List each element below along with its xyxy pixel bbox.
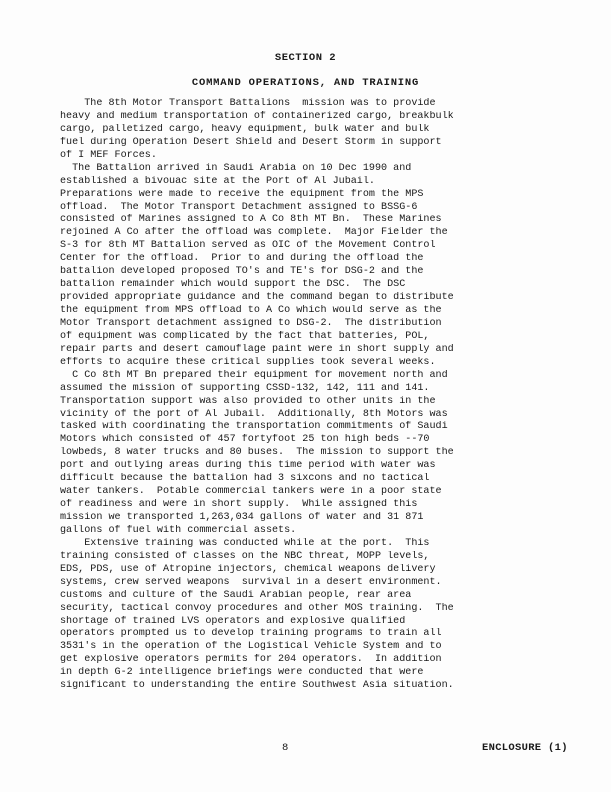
text-line: rejoined A Co after the offload was complete. Major Fielder the (60, 227, 448, 239)
text-line: in depth G-2 intelligence briefings were conducted that were (60, 667, 424, 679)
text-line: security, tactical convoy procedures and other MOS training. The (60, 602, 454, 614)
text-line: 3531's in the operation of the Logistical Vehicle System and to (60, 641, 442, 653)
text-line: of readiness and were in short supply. While assigned this (60, 499, 418, 511)
page-number: 8 (282, 742, 289, 754)
text-line: provided appropriate guidance and the command began to distribute (60, 292, 454, 304)
text-line: lowbeds, 8 water trucks and 80 buses. The mission to support the (60, 447, 454, 459)
text-line: difficult because the battalion had 3 sixcons and no tactical (60, 473, 430, 485)
body-text (60, 98, 586, 693)
text-line: C Co 8th MT Bn prepared their equipment for movement north and (60, 369, 448, 381)
text-line: repair parts and desert camouflage paint were in short supply and (60, 343, 454, 355)
text-line: efforts to acquire these critical supplies took several weeks. (60, 356, 436, 368)
text-line: battalion remainder which would support the DSC. The DSC (60, 279, 406, 291)
text-line: get explosive operators permits for 204 operators. In addition (60, 654, 442, 666)
text-line: The Battalion arrived in Saudi Arabia on 10 Dec 1990 and (60, 162, 412, 174)
text-line: established a bivouac site at the Port of Al Jubail. (60, 175, 375, 187)
text-line: of I MEF Forces. (60, 149, 157, 161)
text-line: systems, crew served weapons survival in a desert environment. (60, 576, 442, 588)
text-line: shortage of trained LVS operators and explosive qualified (60, 615, 406, 627)
section-title: COMMAND OPERATIONS, AND TRAINING (191, 77, 420, 89)
text-line: S-3 for 8th MT Battalion served as OIC of the Movement Control (60, 240, 436, 252)
text-line: operators prompted us to develop training programs to train all (60, 628, 442, 640)
text-line: water tankers. Potable commercial tankers were in a poor state (60, 486, 442, 498)
text-line: cargo, palletized cargo, heavy equipment, bulk water and bulk (60, 123, 430, 135)
text-line: heavy and medium transportation of containerized cargo, breakbulk (60, 110, 454, 122)
text-line: EDS, PDS, use of Atropine injectors, chemical weapons delivery (60, 563, 436, 575)
text-line: Transportation support was also provided to other units in the (60, 395, 436, 407)
text-line: battalion developed proposed TO's and TE's for DSG-2 and the (60, 266, 424, 278)
text-line: offload. The Motor Transport Detachment assigned to BSSG-6 (60, 201, 418, 213)
text-line: tasked with coordinating the transportation commitments of Saudi (60, 421, 448, 433)
text-line: fuel during Operation Desert Shield and Desert Storm in support (60, 136, 442, 148)
text-line: The 8th Motor Transport Battalions mission was to provide (60, 98, 436, 109)
text-line: mission we transported 1,263,034 gallons of water and 31 871 (60, 512, 424, 523)
text-line: Center for the offload. Prior to and during the offload the (60, 253, 424, 265)
text-line: gallons of fuel with commercial assets. (60, 524, 297, 536)
text-line: port and outlying areas during this time period with water was (60, 460, 436, 472)
text-line: consisted of Marines assigned to A Co 8th MT Bn. These Marines (60, 214, 442, 226)
text-line: Motor Transport detachment assigned to DSG-2. The distribution (60, 317, 442, 329)
text-line: significant to understanding the entire Southwest Asia situation. (60, 680, 454, 692)
text-line: Motors which consisted of 457 fortyfoot 25 ton high beds --70 (60, 434, 430, 446)
text-line: assumed the mission of supporting CSSD-132, 142, 111 and 141. (60, 382, 430, 394)
text-line: Extensive training was conducted while at the port. This (60, 537, 430, 549)
section-heading: SECTION 2 (274, 52, 337, 64)
text-line: training consisted of classes on the NBC threat, MOPP levels, (60, 550, 430, 562)
text-line: Preparations were made to receive the equipment from the MPS (60, 188, 424, 200)
text-line: of equipment was complicated by the fact that batteries, POL, (60, 330, 430, 342)
text-line: customs and culture of the Saudi Arabian people, rear area (60, 589, 412, 601)
text-line: vicinity of the port of Al Jubail. Additionally, 8th Motors was (60, 408, 448, 420)
enclosure-label: ENCLOSURE (1) (482, 742, 568, 754)
text-line: the equipment from MPS offload to A Co which would serve as the (60, 305, 442, 316)
